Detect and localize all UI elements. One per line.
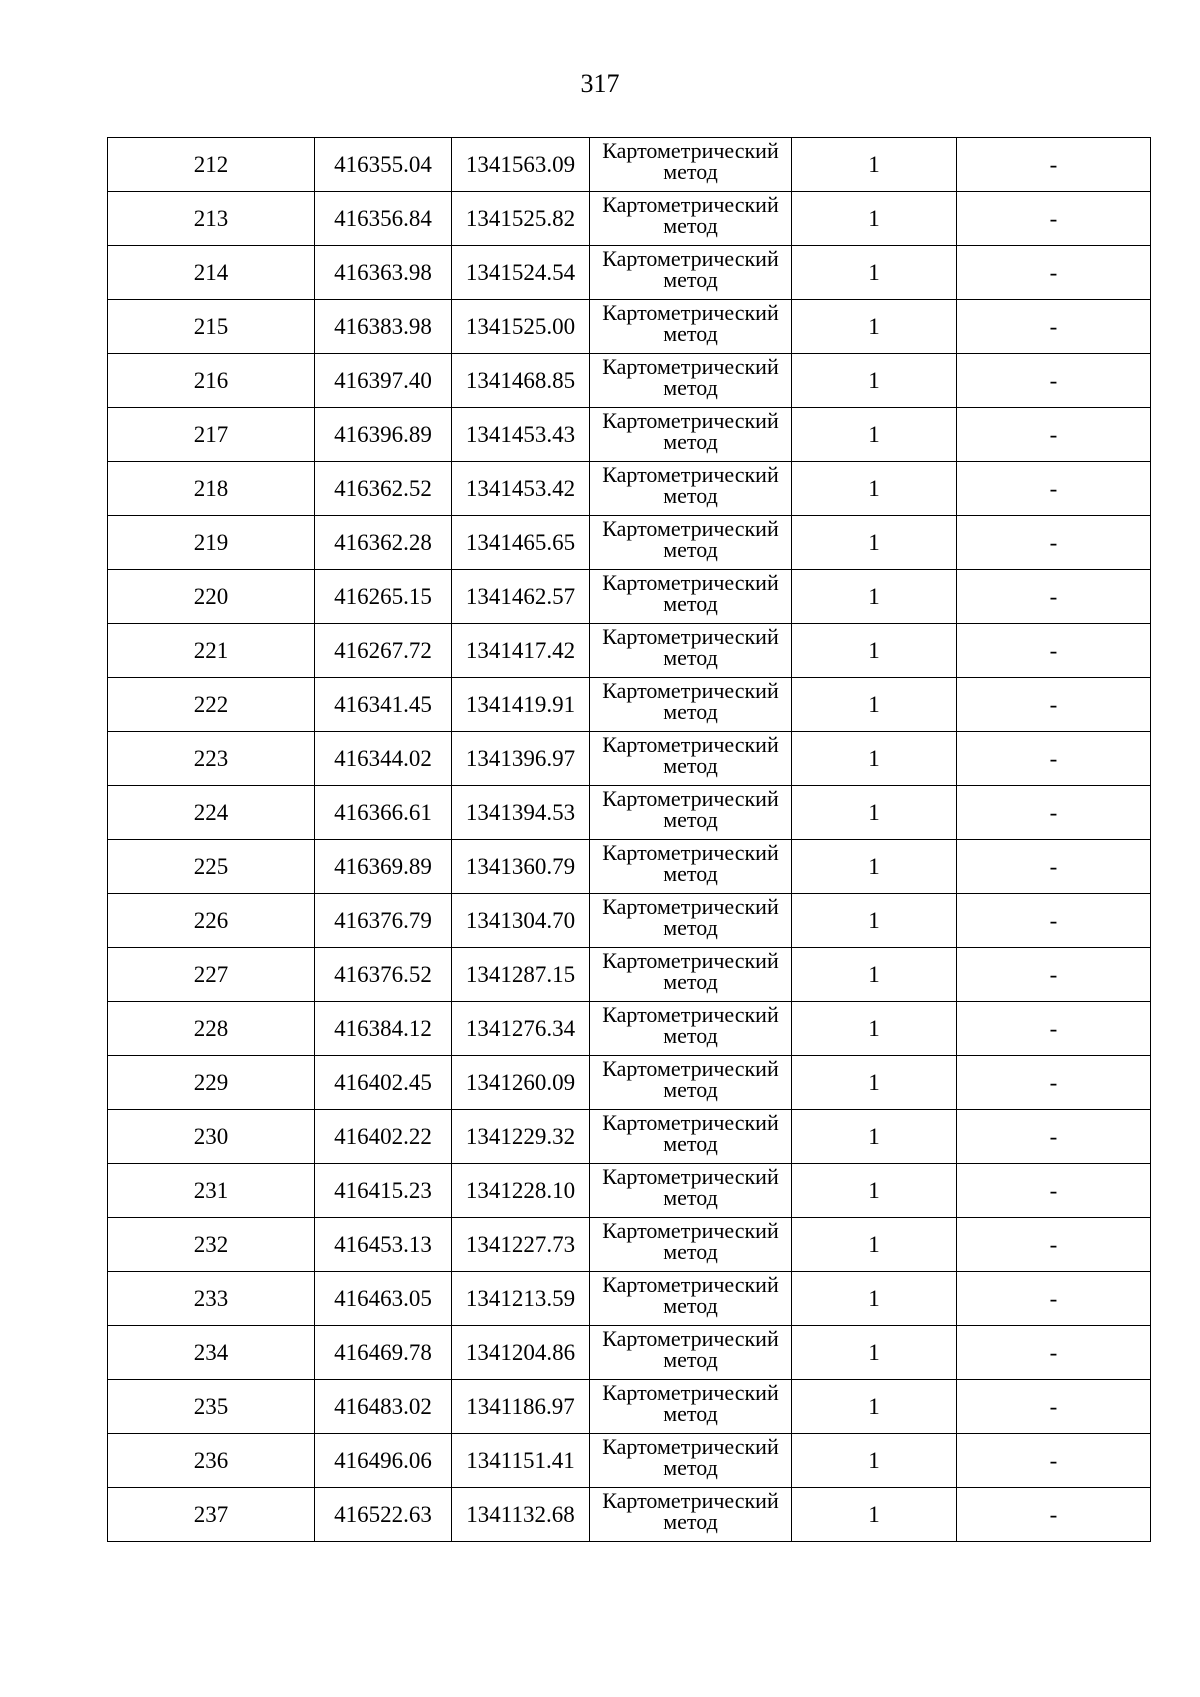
method-cell bbox=[590, 678, 792, 732]
table-row bbox=[108, 192, 1151, 246]
accuracy-cell: 1 bbox=[792, 354, 957, 408]
x-coordinate-cell: 416383.98 bbox=[315, 300, 452, 354]
method-line-1: Картометрический bbox=[602, 1272, 779, 1297]
note-cell: - bbox=[957, 678, 1151, 732]
point-number-cell: 225 bbox=[108, 840, 315, 894]
method-line-2: метод bbox=[663, 537, 718, 562]
y-coordinate-cell: 1341524.54 bbox=[452, 246, 590, 300]
x-coordinate-cell: 416453.13 bbox=[315, 1218, 452, 1272]
x-coordinate-cell: 416369.89 bbox=[315, 840, 452, 894]
method-line-1: Картометрический bbox=[602, 192, 779, 217]
coordinates-table-body bbox=[108, 138, 1151, 1542]
method-cell bbox=[590, 1110, 792, 1164]
method-line-1: Картометрический bbox=[602, 462, 779, 487]
method-cell bbox=[590, 516, 792, 570]
method-cell bbox=[590, 1488, 792, 1542]
x-coordinate-cell: 416376.79 bbox=[315, 894, 452, 948]
table-row bbox=[108, 516, 1151, 570]
point-number-cell: 227 bbox=[108, 948, 315, 1002]
method-line-1: Картометрический bbox=[602, 732, 779, 757]
method-line-1: Картометрический bbox=[602, 570, 779, 595]
note-cell: - bbox=[957, 1380, 1151, 1434]
point-number-cell: 235 bbox=[108, 1380, 315, 1434]
y-coordinate-cell: 1341563.09 bbox=[452, 138, 590, 192]
accuracy-cell: 1 bbox=[792, 786, 957, 840]
method-line-2: метод bbox=[663, 267, 718, 292]
method-line-2: метод bbox=[663, 1239, 718, 1264]
note-cell: - bbox=[957, 948, 1151, 1002]
point-number-cell: 222 bbox=[108, 678, 315, 732]
method-cell bbox=[590, 1056, 792, 1110]
table-row bbox=[108, 408, 1151, 462]
table-row bbox=[108, 1272, 1151, 1326]
table-row bbox=[108, 786, 1151, 840]
x-coordinate-cell: 416415.23 bbox=[315, 1164, 452, 1218]
method-line-2: метод bbox=[663, 1131, 718, 1156]
table-row bbox=[108, 570, 1151, 624]
method-line-2: метод bbox=[663, 753, 718, 778]
table-row bbox=[108, 1056, 1151, 1110]
note-cell: - bbox=[957, 786, 1151, 840]
x-coordinate-cell: 416463.05 bbox=[315, 1272, 452, 1326]
note-cell: - bbox=[957, 1326, 1151, 1380]
point-number-cell: 230 bbox=[108, 1110, 315, 1164]
method-line-1: Картометрический bbox=[602, 1164, 779, 1189]
method-cell bbox=[590, 1002, 792, 1056]
method-line-1: Картометрический bbox=[602, 948, 779, 973]
x-coordinate-cell: 416363.98 bbox=[315, 246, 452, 300]
x-coordinate-cell: 416397.40 bbox=[315, 354, 452, 408]
point-number-cell: 212 bbox=[108, 138, 315, 192]
method-line-2: метод bbox=[663, 429, 718, 454]
accuracy-cell: 1 bbox=[792, 840, 957, 894]
x-coordinate-cell: 416356.84 bbox=[315, 192, 452, 246]
method-cell bbox=[590, 840, 792, 894]
point-number-cell: 214 bbox=[108, 246, 315, 300]
accuracy-cell: 1 bbox=[792, 1056, 957, 1110]
note-cell: - bbox=[957, 354, 1151, 408]
accuracy-cell: 1 bbox=[792, 138, 957, 192]
method-cell bbox=[590, 624, 792, 678]
method-line-1: Картометрический bbox=[602, 408, 779, 433]
point-number-cell: 236 bbox=[108, 1434, 315, 1488]
method-line-1: Картометрический bbox=[602, 1218, 779, 1243]
table-row bbox=[108, 1326, 1151, 1380]
y-coordinate-cell: 1341525.00 bbox=[452, 300, 590, 354]
y-coordinate-cell: 1341525.82 bbox=[452, 192, 590, 246]
method-line-1: Картометрический bbox=[602, 894, 779, 919]
table-row bbox=[108, 354, 1151, 408]
y-coordinate-cell: 1341228.10 bbox=[452, 1164, 590, 1218]
y-coordinate-cell: 1341453.43 bbox=[452, 408, 590, 462]
method-line-2: метод bbox=[663, 213, 718, 238]
note-cell: - bbox=[957, 1164, 1151, 1218]
y-coordinate-cell: 1341227.73 bbox=[452, 1218, 590, 1272]
note-cell: - bbox=[957, 300, 1151, 354]
note-cell: - bbox=[957, 624, 1151, 678]
x-coordinate-cell: 416267.72 bbox=[315, 624, 452, 678]
method-line-2: метод bbox=[663, 1401, 718, 1426]
y-coordinate-cell: 1341453.42 bbox=[452, 462, 590, 516]
x-coordinate-cell: 416355.04 bbox=[315, 138, 452, 192]
accuracy-cell: 1 bbox=[792, 192, 957, 246]
point-number-cell: 216 bbox=[108, 354, 315, 408]
point-number-cell: 213 bbox=[108, 192, 315, 246]
x-coordinate-cell: 416344.02 bbox=[315, 732, 452, 786]
y-coordinate-cell: 1341229.32 bbox=[452, 1110, 590, 1164]
method-cell bbox=[590, 246, 792, 300]
table-row bbox=[108, 300, 1151, 354]
method-line-1: Картометрический bbox=[602, 1434, 779, 1459]
method-line-1: Картометрический bbox=[602, 1002, 779, 1027]
x-coordinate-cell: 416402.45 bbox=[315, 1056, 452, 1110]
method-line-2: метод bbox=[663, 159, 718, 184]
method-cell bbox=[590, 192, 792, 246]
point-number-cell: 215 bbox=[108, 300, 315, 354]
method-line-2: метод bbox=[663, 645, 718, 670]
method-line-2: метод bbox=[663, 861, 718, 886]
y-coordinate-cell: 1341304.70 bbox=[452, 894, 590, 948]
method-line-2: метод bbox=[663, 321, 718, 346]
x-coordinate-cell: 416522.63 bbox=[315, 1488, 452, 1542]
method-cell bbox=[590, 732, 792, 786]
method-line-1: Картометрический bbox=[602, 1380, 779, 1405]
table-row bbox=[108, 1434, 1151, 1488]
y-coordinate-cell: 1341417.42 bbox=[452, 624, 590, 678]
method-line-1: Картометрический bbox=[602, 138, 779, 163]
method-line-2: метод bbox=[663, 591, 718, 616]
y-coordinate-cell: 1341132.68 bbox=[452, 1488, 590, 1542]
note-cell: - bbox=[957, 1056, 1151, 1110]
table-row bbox=[108, 1110, 1151, 1164]
note-cell: - bbox=[957, 1272, 1151, 1326]
note-cell: - bbox=[957, 462, 1151, 516]
y-coordinate-cell: 1341462.57 bbox=[452, 570, 590, 624]
table-row bbox=[108, 1164, 1151, 1218]
coordinates-table bbox=[107, 137, 1151, 1542]
method-line-1: Картометрический bbox=[602, 1056, 779, 1081]
accuracy-cell: 1 bbox=[792, 1272, 957, 1326]
method-line-1: Картометрический bbox=[602, 1488, 779, 1513]
method-line-1: Картометрический bbox=[602, 840, 779, 865]
y-coordinate-cell: 1341360.79 bbox=[452, 840, 590, 894]
table-row bbox=[108, 840, 1151, 894]
accuracy-cell: 1 bbox=[792, 570, 957, 624]
point-number-cell: 220 bbox=[108, 570, 315, 624]
method-line-1: Картометрический bbox=[602, 1326, 779, 1351]
accuracy-cell: 1 bbox=[792, 732, 957, 786]
table-row bbox=[108, 732, 1151, 786]
note-cell: - bbox=[957, 732, 1151, 786]
note-cell: - bbox=[957, 1110, 1151, 1164]
method-cell bbox=[590, 570, 792, 624]
method-line-1: Картометрический bbox=[602, 624, 779, 649]
x-coordinate-cell: 416496.06 bbox=[315, 1434, 452, 1488]
table-row bbox=[108, 1218, 1151, 1272]
table-row bbox=[108, 462, 1151, 516]
method-cell bbox=[590, 1164, 792, 1218]
note-cell: - bbox=[957, 894, 1151, 948]
y-coordinate-cell: 1341276.34 bbox=[452, 1002, 590, 1056]
method-cell bbox=[590, 786, 792, 840]
accuracy-cell: 1 bbox=[792, 1110, 957, 1164]
point-number-cell: 217 bbox=[108, 408, 315, 462]
point-number-cell: 219 bbox=[108, 516, 315, 570]
page-number: 317 bbox=[580, 69, 620, 98]
method-line-2: метод bbox=[663, 915, 718, 940]
method-line-2: метод bbox=[663, 1455, 718, 1480]
note-cell: - bbox=[957, 408, 1151, 462]
method-line-2: метод bbox=[663, 699, 718, 724]
accuracy-cell: 1 bbox=[792, 678, 957, 732]
x-coordinate-cell: 416362.28 bbox=[315, 516, 452, 570]
method-line-2: метод bbox=[663, 1509, 718, 1534]
accuracy-cell: 1 bbox=[792, 624, 957, 678]
x-coordinate-cell: 416469.78 bbox=[315, 1326, 452, 1380]
method-cell bbox=[590, 300, 792, 354]
method-line-1: Картометрический bbox=[602, 678, 779, 703]
table-row bbox=[108, 246, 1151, 300]
method-line-2: метод bbox=[663, 1077, 718, 1102]
point-number-cell: 237 bbox=[108, 1488, 315, 1542]
accuracy-cell: 1 bbox=[792, 516, 957, 570]
note-cell: - bbox=[957, 1218, 1151, 1272]
point-number-cell: 229 bbox=[108, 1056, 315, 1110]
y-coordinate-cell: 1341213.59 bbox=[452, 1272, 590, 1326]
point-number-cell: 233 bbox=[108, 1272, 315, 1326]
method-line-1: Картометрический bbox=[602, 300, 779, 325]
accuracy-cell: 1 bbox=[792, 1488, 957, 1542]
y-coordinate-cell: 1341468.85 bbox=[452, 354, 590, 408]
note-cell: - bbox=[957, 1002, 1151, 1056]
method-line-1: Картометрический bbox=[602, 1110, 779, 1135]
point-number-cell: 226 bbox=[108, 894, 315, 948]
note-cell: - bbox=[957, 570, 1151, 624]
method-cell bbox=[590, 1380, 792, 1434]
method-line-1: Картометрический bbox=[602, 786, 779, 811]
x-coordinate-cell: 416362.52 bbox=[315, 462, 452, 516]
table-row bbox=[108, 1002, 1151, 1056]
method-cell bbox=[590, 894, 792, 948]
y-coordinate-cell: 1341260.09 bbox=[452, 1056, 590, 1110]
x-coordinate-cell: 416396.89 bbox=[315, 408, 452, 462]
note-cell: - bbox=[957, 1434, 1151, 1488]
method-cell bbox=[590, 354, 792, 408]
accuracy-cell: 1 bbox=[792, 1002, 957, 1056]
accuracy-cell: 1 bbox=[792, 894, 957, 948]
y-coordinate-cell: 1341465.65 bbox=[452, 516, 590, 570]
method-cell bbox=[590, 138, 792, 192]
method-cell bbox=[590, 948, 792, 1002]
note-cell: - bbox=[957, 1488, 1151, 1542]
method-cell bbox=[590, 1218, 792, 1272]
table-row bbox=[108, 1380, 1151, 1434]
method-line-2: метод bbox=[663, 483, 718, 508]
note-cell: - bbox=[957, 192, 1151, 246]
method-cell bbox=[590, 1272, 792, 1326]
x-coordinate-cell: 416376.52 bbox=[315, 948, 452, 1002]
method-cell bbox=[590, 462, 792, 516]
method-line-2: метод bbox=[663, 807, 718, 832]
note-cell: - bbox=[957, 840, 1151, 894]
method-line-2: метод bbox=[663, 1023, 718, 1048]
x-coordinate-cell: 416402.22 bbox=[315, 1110, 452, 1164]
method-cell bbox=[590, 1326, 792, 1380]
table-row bbox=[108, 138, 1151, 192]
x-coordinate-cell: 416483.02 bbox=[315, 1380, 452, 1434]
point-number-cell: 224 bbox=[108, 786, 315, 840]
method-line-2: метод bbox=[663, 969, 718, 994]
y-coordinate-cell: 1341396.97 bbox=[452, 732, 590, 786]
x-coordinate-cell: 416265.15 bbox=[315, 570, 452, 624]
y-coordinate-cell: 1341186.97 bbox=[452, 1380, 590, 1434]
accuracy-cell: 1 bbox=[792, 1326, 957, 1380]
method-cell bbox=[590, 408, 792, 462]
point-number-cell: 218 bbox=[108, 462, 315, 516]
accuracy-cell: 1 bbox=[792, 1434, 957, 1488]
y-coordinate-cell: 1341394.53 bbox=[452, 786, 590, 840]
accuracy-cell: 1 bbox=[792, 1380, 957, 1434]
point-number-cell: 231 bbox=[108, 1164, 315, 1218]
table-row bbox=[108, 948, 1151, 1002]
table-row bbox=[108, 624, 1151, 678]
method-line-2: метод bbox=[663, 1347, 718, 1372]
table-row bbox=[108, 678, 1151, 732]
note-cell: - bbox=[957, 138, 1151, 192]
x-coordinate-cell: 416366.61 bbox=[315, 786, 452, 840]
table-row bbox=[108, 1488, 1151, 1542]
method-line-1: Картометрический bbox=[602, 246, 779, 271]
accuracy-cell: 1 bbox=[792, 1164, 957, 1218]
accuracy-cell: 1 bbox=[792, 300, 957, 354]
point-number-cell: 221 bbox=[108, 624, 315, 678]
y-coordinate-cell: 1341287.15 bbox=[452, 948, 590, 1002]
y-coordinate-cell: 1341204.86 bbox=[452, 1326, 590, 1380]
accuracy-cell: 1 bbox=[792, 948, 957, 1002]
point-number-cell: 223 bbox=[108, 732, 315, 786]
method-line-2: метод bbox=[663, 375, 718, 400]
accuracy-cell: 1 bbox=[792, 462, 957, 516]
table-row bbox=[108, 894, 1151, 948]
note-cell: - bbox=[957, 246, 1151, 300]
point-number-cell: 232 bbox=[108, 1218, 315, 1272]
accuracy-cell: 1 bbox=[792, 408, 957, 462]
method-line-1: Картометрический bbox=[602, 354, 779, 379]
accuracy-cell: 1 bbox=[792, 1218, 957, 1272]
note-cell: - bbox=[957, 516, 1151, 570]
x-coordinate-cell: 416384.12 bbox=[315, 1002, 452, 1056]
point-number-cell: 228 bbox=[108, 1002, 315, 1056]
method-line-2: метод bbox=[663, 1293, 718, 1318]
accuracy-cell: 1 bbox=[792, 246, 957, 300]
y-coordinate-cell: 1341419.91 bbox=[452, 678, 590, 732]
x-coordinate-cell: 416341.45 bbox=[315, 678, 452, 732]
y-coordinate-cell: 1341151.41 bbox=[452, 1434, 590, 1488]
method-line-2: метод bbox=[663, 1185, 718, 1210]
method-line-1: Картометрический bbox=[602, 516, 779, 541]
point-number-cell: 234 bbox=[108, 1326, 315, 1380]
method-cell bbox=[590, 1434, 792, 1488]
